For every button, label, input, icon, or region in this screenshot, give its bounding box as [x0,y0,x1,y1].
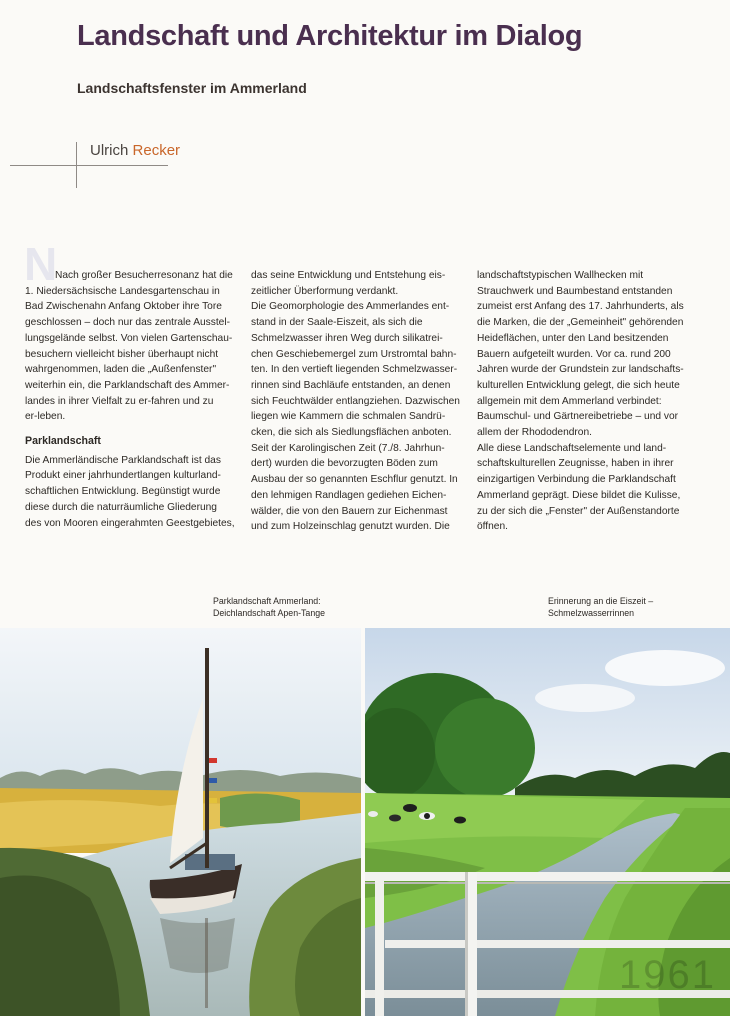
text-line: schaftskulturellen Zeugnisse, haben in ihrer [477,458,674,470]
text-column-1 [25,268,238,531]
text-line: öffnen. [477,521,508,533]
text-line: sich Feuchtwälder entlangziehen. Dazwischen [251,395,460,407]
author-divider-horizontal [10,165,168,166]
author-last-name: Recker [132,142,181,159]
photo-meltwater-channel [365,628,730,1016]
article-title: Landschaft und Architektur im Dialog [77,20,583,52]
page-number: 1961 [619,953,716,997]
text-line: Baumschul- und Gärtnereibetriebe – und vor [477,411,679,423]
text-line: Ausbau der so genannten Eschflur genutzt. In [251,474,458,486]
text-line: Jahren wurde der Grundstein zur landschafts- [477,364,684,376]
text-line: Seit der Karolingischen Zeit (7./8. Jahrhun- [251,442,445,454]
text-line: dert) wurden die bevorzugten Böden zum [251,458,438,470]
text-line: allem der Rhododendron. [477,427,592,439]
text-line: Strauchwerk und Baumbestand entstanden [477,285,673,297]
text-line: des von Mooren eingerahmten Geestgebietes, [25,517,235,529]
caption-line: Parklandschaft Ammerland: [213,596,321,606]
text-line: landes in ihrer Vielfalt zu er-fahren und zu [25,395,214,407]
text-line: Schmelzwasser ihren Weg durch silikatrei- [251,332,443,344]
text-column-2 [251,268,464,535]
text-line: zeitlicher Überformung verdankt. [251,285,399,297]
text-line: zumeist erst Anfang des 17. Jahrhunderts, als [477,301,684,313]
text-line: Produkt einer jahrhundertlangen kulturland- [25,470,221,482]
text-line: Heideflächen, unter den Land besitzenden [477,332,669,344]
text-line: wälder, die von den Bauern zur Eichenmast [251,505,448,517]
text-line: lungsgelände selbst. Von vielen Gartenschau- [25,332,233,344]
text-line: Die Geomorphologie des Ammerlandes ent- [251,301,450,313]
text-line: kulturellen Entwicklung gelegt, die sich heute [477,379,680,391]
column-1-section [25,453,238,532]
text-line: und zum Holzeinschlag genutzt wurden. Die [251,521,450,533]
caption-line: Erinnerung an die Eiszeit – [548,596,654,606]
photo-sailboat-river [0,628,361,1016]
article-subtitle: Landschaftsfenster im Ammerland [77,80,307,96]
sailboat-river-illustration [0,628,361,1016]
text-line: zu der sich die „Fenster" der Außenstandorte [477,505,680,517]
text-line: ten. In den vertieft liegenden Schmelzwasser- [251,364,458,376]
caption-line: Schmelzwasserrinnen [548,607,635,618]
text-line: besuchern vielleicht bisher überhaupt nicht [25,348,219,360]
text-line: wahrgenommen, laden die „Außenfenster" [25,364,217,376]
text-line: Bad Zwischenahn Anfang Oktober ihre Tore [25,301,222,313]
photo-caption-left [213,596,325,619]
text-line: schaftlichen Entwicklung. Begünstigt wurde [25,486,221,498]
author-first-name: Ulrich [90,142,129,159]
drop-cap: N [24,238,58,290]
caption-line: Deichlandschaft Apen-Tange [213,607,325,618]
author-divider-vertical [76,142,77,188]
text-line: das seine Entwicklung und Entstehung eis- [251,270,446,281]
text-column-3 [477,268,690,535]
text-line: stand in der Saale-Eiszeit, als sich die [251,317,423,329]
section-heading: Parklandschaft [25,435,101,448]
text-line: cken, die sich als Siedlungsflächen anboten. [251,427,452,439]
text-line: er-leben. [25,411,66,423]
text-line: Alle diese Landschaftselemente und land- [477,442,667,454]
text-line: Bauern aufgeteilt wurden. Vor ca. rund 200 [477,348,671,360]
text-line: die Marken, die der „Gemeinheit" gehörenden [477,317,684,329]
text-line: Die Ammerländische Parklandschaft ist das [25,454,221,466]
text-line: Ammerland geprägt. Diese bildet die Kulisse, [477,489,681,501]
text-line: Nach großer Besucherresonanz hat die [55,270,233,281]
text-line: weiterhin ein, die Parklandschaft des Ammer- [25,379,230,391]
text-line: einzigartigen Verbindung die Parklandschaft [477,474,676,486]
column-1-intro [25,268,238,425]
text-line: diese durch die naturräumliche Gliederung [25,501,217,513]
text-line: rinnen sind Bachläufe entstanden, an denen [251,379,451,391]
text-line: den lehmigen Randlagen gediehen Eichen- [251,489,447,501]
text-line: landschaftstypischen Wallhecken mit [477,270,644,281]
text-line: geschlossen – doch nur das zentrale Ausstel- [25,317,231,329]
text-line: liegen wie Kammern die schmalen Sandrü- [251,411,446,423]
text-line: allgemein mit dem Ammerland verbindet: [477,395,662,407]
text-line: 1. Niedersächsische Landesgartenschau in [25,285,220,297]
author-byline [90,142,180,159]
text-line: chen Geschiebemergel zum Urstromtal bahn- [251,348,457,360]
photo-caption-right [548,596,653,619]
